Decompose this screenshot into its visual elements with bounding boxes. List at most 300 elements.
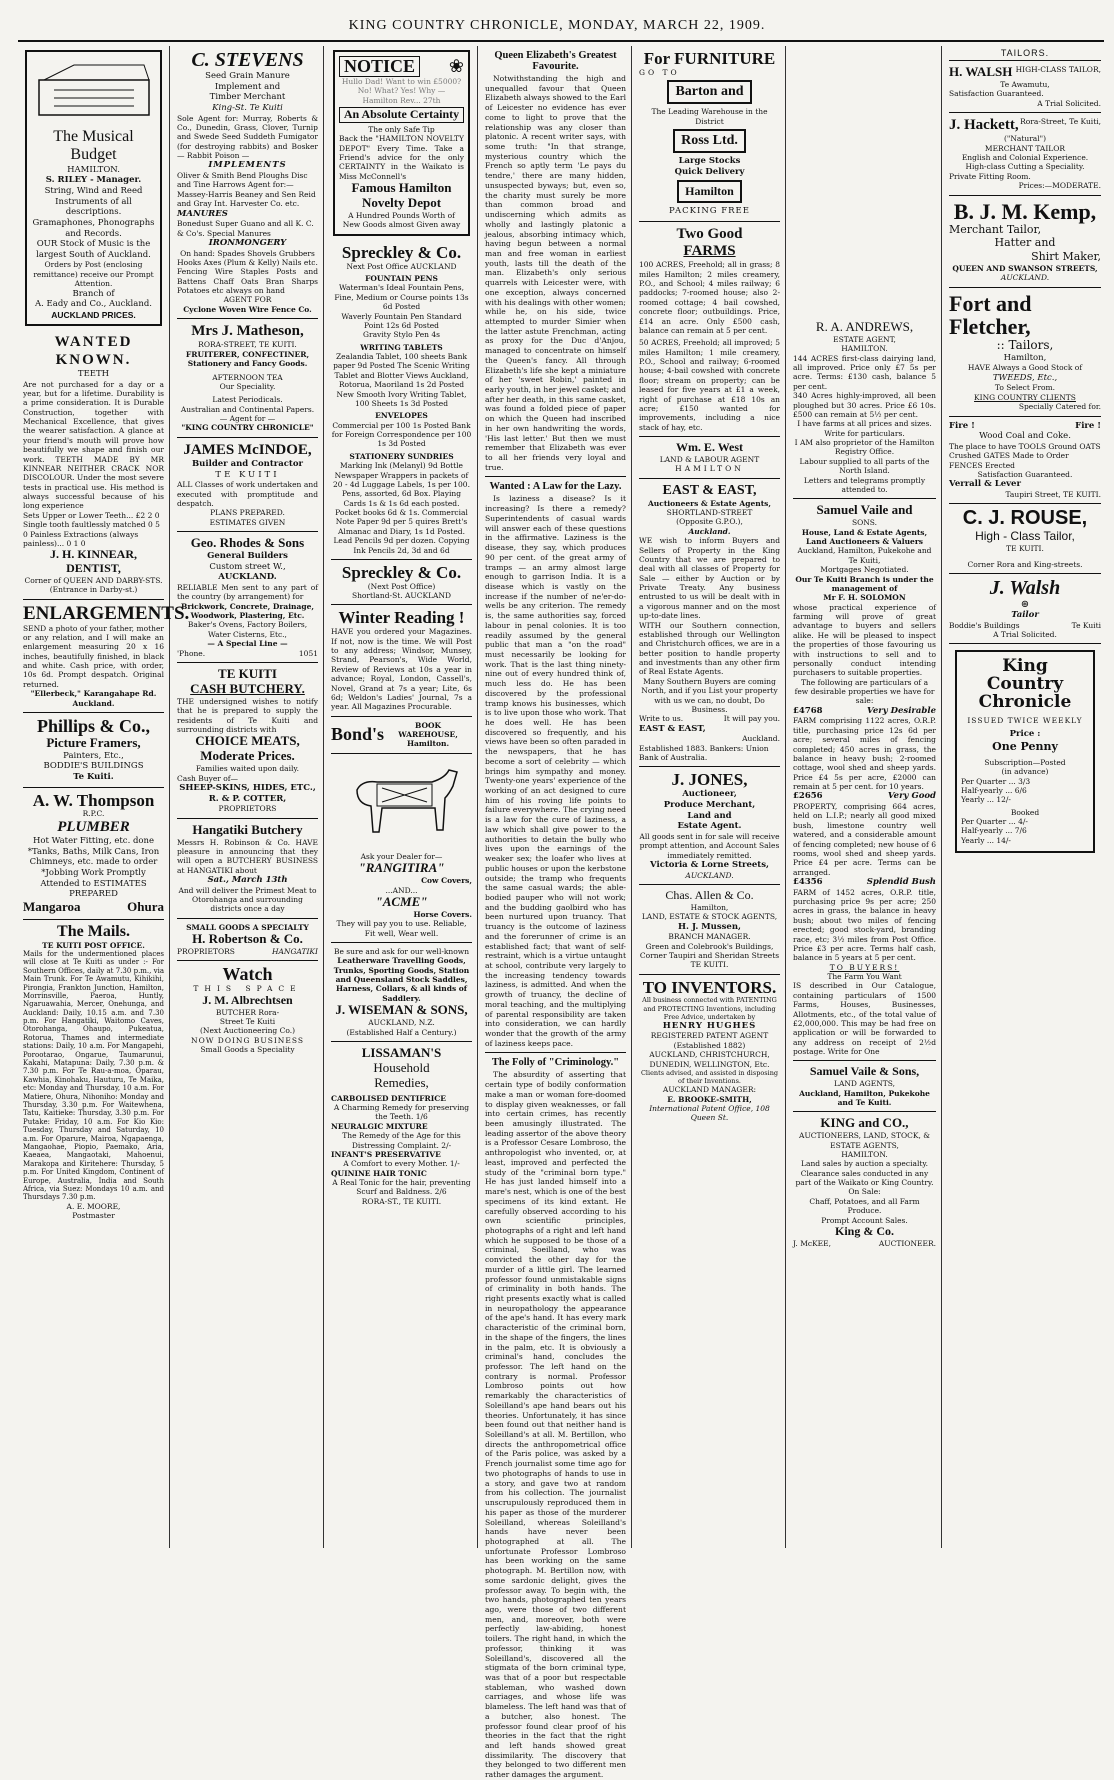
stevens-l3: Timber Merchant	[209, 92, 286, 103]
masthead-rule	[18, 40, 1104, 42]
kemp-l3: Shirt Maker,	[1031, 250, 1101, 264]
matheson-tea2: Our Speciality.	[219, 381, 276, 391]
column-3	[326, 46, 478, 1548]
verrall-lever-ad	[949, 417, 1101, 505]
enlargements-title: ENLARGEMENTS.	[23, 602, 190, 624]
inventors-title: TO INVENTORS.	[642, 977, 777, 997]
robertson-town: HANGATIKI	[271, 947, 318, 957]
chronicle-subscription-box	[955, 650, 1095, 853]
dentist-body: Are not purchased for a day or a year, but for a lifetime. Durability is a prime consideration. It is Durable Construction, together with Mechanical Excellence, that gives the wearer satisfaction. A glance at your friend's mouth will prove how beautifully we shape and finish our work. TEETH MADE BY MR KINNEAR NEITHER CRACK NOR DISCOLOUR. Under the most severe tests in practical use. His method is always successful because of his long experience	[23, 379, 164, 511]
butchery-buyer: Cash Buyer of—	[177, 773, 239, 783]
inventors-mgr2: E. BROOKE-SMITH,	[667, 1094, 752, 1104]
verrall-name: Verrall & Lever	[949, 479, 1021, 490]
lissaman-sub: Household	[373, 1059, 430, 1075]
east-write: Write to us.	[639, 714, 684, 724]
stevens-agent: AGENT FOR	[223, 295, 272, 305]
king-sub: AUCTIONEERS, LAND, STOCK, & ESTATE AGENTS,	[799, 1131, 930, 1150]
kemp-l5: AUCKLAND.	[1000, 273, 1050, 283]
notice-body3: A Hundred Pounds Worth of New Goods almost Given away	[342, 211, 461, 230]
envelopes-body: Commercial per 100 1s Posted Bank for Foreign Correspondence per 100 1s 3d Posted	[331, 420, 472, 449]
emblem-icon: ⊛	[1020, 599, 1030, 611]
walsh2-trial: A Trial Solicited.	[993, 630, 1057, 640]
article-3-title: The Folly of "Criminology."	[491, 1057, 620, 1069]
thompson-sup: R.P.C.	[82, 809, 105, 819]
hangatiki-body2: And will deliver the Primest Meat to Otorohanga and surrounding districts once a day	[178, 885, 317, 914]
king-l3: On Sale:	[848, 1187, 881, 1197]
allen-town2: TE KUITI.	[690, 960, 729, 970]
rouse-name: C. J. ROUSE,	[962, 507, 1088, 530]
thompson-ad	[23, 788, 164, 920]
jones-town: AUCKLAND.	[685, 870, 734, 880]
walsh2-role: Tailor	[1011, 610, 1039, 621]
andrews-body: I have farms at all prices and sizes. Write for particulars.	[797, 419, 932, 438]
king-town: HAMILTON.	[841, 1149, 888, 1159]
walsh1-role: HIGH-CLASS TAILOR,	[1015, 65, 1101, 74]
inventors-name: HENRY HUGHES	[662, 1020, 757, 1031]
jones-title: J. JONES,	[671, 770, 748, 790]
albrechtsen-l3: (Next Auctioneering Co.)	[199, 1026, 296, 1036]
musical-budget-city: HAMILTON.	[67, 164, 120, 175]
winter-body: HAVE you ordered your Magazines. If not, now is the time. We will Post to any address; Windsor, Munsey, Strand, Pearson's, Wide World, Review of Reviews at 10s a year in advance; Royal, London, Cassell's, Novel, Grand at 7s a year; Lite, 6s 6d; Weldon's Ladies' Journal, 7s a year. All Magazines Procurable.	[331, 627, 472, 712]
spreckley-ad-1	[331, 240, 472, 560]
inventors-body: All business connected with PATENTING and PROTECTING Inventions, including Free Advice, undertaken by	[642, 996, 777, 1021]
mcindoe-town: TE KUITI	[215, 469, 280, 480]
spreckley-next-1: Next Post Office AUCKLAND	[346, 261, 457, 271]
furniture-packing: PACKING FREE	[669, 206, 750, 217]
property-2-title: Very Good	[887, 791, 936, 802]
walsh1-sat: Satisfaction Guaranteed.	[949, 89, 1044, 99]
inventors-mgr: AUCKLAND MANAGER:	[662, 1085, 757, 1095]
furniture-leading: The Leading Warehouse in the District	[651, 107, 768, 126]
vaile-body2: The following are particulars of a few desirable properties we have for sale:	[794, 677, 935, 706]
west-sub: LAND & LABOUR AGENT	[659, 454, 760, 464]
walsh2-name: J. Walsh	[989, 577, 1061, 600]
butchery-title2: CASH BUTCHERY.	[190, 680, 305, 696]
phillips-sub: Picture Framers,	[46, 734, 141, 750]
farms-title: Two Good	[676, 225, 743, 242]
king-co-ad	[793, 1112, 936, 1252]
rhodes-title: Geo. Rhodes & Sons	[190, 535, 305, 551]
property-3-title: Splendid Bush	[866, 877, 936, 887]
walsh2-addr: Boddie's Buildings	[949, 620, 1020, 630]
vaile-title: Samuel Vaile and	[816, 502, 913, 518]
thompson-body: Hot Water Fitting, etc. done *Tanks, Baths, Milk Cans, Iron Chimneys, etc. made to order *Jobbing Work Promptly Attended to ESTIMATES PREPARED	[27, 836, 160, 900]
lissaman-sub2: Remedies,	[374, 1074, 429, 1090]
walsh1-name: H. WALSH	[949, 64, 1013, 79]
tablets-body: Zealandia Tablet, 100 sheets Bank paper 9d Posted The Scenic Writing Tablet and Blotter Views Auckland, Rotorua, Maoriland 1s 2d Posted New Smooth Ivory Writing Tablet, 100 Sheets 1s 3d Posted	[333, 352, 470, 408]
butchery-prices: Moderate Prices.	[200, 748, 295, 764]
matheson-tea: AFTERNOON TEA	[212, 372, 283, 382]
hackett-l3: Private Fitting Room.	[949, 171, 1031, 181]
kcc-sub: Subscription—Posted	[984, 757, 1066, 767]
vaile-sub: House, Land & Estate Agents,	[801, 527, 928, 537]
king-l5: Prompt Account Sales.	[821, 1215, 908, 1225]
thompson-title: A. W. Thompson	[32, 790, 155, 810]
article-1-body: Notwithstanding the high and unequalled favour that Queen Elizabeth always showed to the Earl of Leicester no evidence has ever come to light to prove that the relationship was any closer than platonic. A recent writer says, with some truth: "In that strange, mysterious country which the French so aptly term 'Le pays du tendre,' there are many hidden, unsuspected byways; but, even so, the charity must surely be more than common broad and undiscerning which admits as wholly and lastingly platonic a jealous, absorbing intimacy which, having begun between a normal man and free woman in earliest youth, lasts till the death of the man. Elizabeth's only serious quarrels with Leicester were, with one exception, always concerned with his dealings with other women; while he, on his side, twice attempted to murder Simier when the latter astute Frenchman, acting as proxy for the Duc d'Anjou, managed to concentrate on himself the Queen's fancy. All through Elizabeth's life she kept a miniature of her 'sweet Robin,' painted in early youth, in her jewel casket; and after her death, in this same casket, was found a folded piece of paper on which the Queen had inscribed in her own handwriting the words, 'His last letter.' But then we must remember that Elizabeth was ever to all her friends very loyal and true.	[485, 74, 626, 472]
mails-title: The Mails.	[57, 922, 130, 940]
mcindoe-plans: PLANS PREPARED.	[210, 508, 285, 518]
masthead: KING COUNTRY CHRONICLE, MONDAY, MARCH 22, 1909.	[348, 18, 766, 33]
column-5	[634, 46, 786, 1548]
vaile-ad	[793, 499, 936, 1061]
walsh-awamutu-ad	[949, 61, 1101, 113]
mails-notice	[23, 920, 164, 1225]
kcc-r3: Yearly ... 12/-	[961, 795, 1011, 805]
king-l2: Clearance sales conducted in any part of the Waikato or King Country.	[795, 1168, 934, 1188]
mails-role: Postmaster	[72, 1211, 115, 1221]
kcc-issued: ISSUED TWICE WEEKLY	[967, 716, 1083, 725]
vaile-farm: The Farm You Want	[827, 972, 902, 981]
matheson-agent: — Agent for —	[219, 414, 276, 423]
property-1-title: Very Desirable	[867, 705, 936, 716]
watch-title: Watch	[222, 964, 273, 985]
hackett-l4: Prices:—MODERATE.	[1018, 181, 1101, 191]
jones-l4: Estate Agent.	[677, 821, 742, 832]
fort-body: HAVE Always a Good Stock of	[967, 363, 1083, 373]
fire-sub: Wood Coal and Coke.	[979, 431, 1071, 442]
wiseman-goods: Leatherware Travelling Goods, Trunks, Sporting Goods, Station and Queensland Stock Saddles, Harness, Collars, & all kinds of Saddlery.	[333, 956, 470, 1003]
rhodes-ad	[177, 532, 318, 663]
barton-box: Barton and	[667, 80, 751, 104]
east-street: SHORTLAND-STREET	[666, 508, 753, 518]
andrews-title: R. A. ANDREWS,	[815, 319, 914, 334]
musical-budget-manager: S. RILEY - Manager.	[45, 175, 142, 186]
mails-signature: A. E. MOORE,	[66, 1201, 121, 1211]
fort-catered: Specially Catered for.	[1018, 402, 1101, 412]
stevens-agent2: Cyclone Woven Wire Fence Co.	[183, 304, 312, 314]
neuralgic: NEURALGIC MIXTURE	[331, 1121, 428, 1131]
hangatiki-ad	[177, 819, 318, 919]
dentifrice-body: A Charming Remedy for preserving the Teeth. 1/6	[333, 1103, 470, 1122]
furniture-title: For FURNITURE	[643, 49, 776, 68]
vaile-sons: SONS.	[851, 518, 878, 528]
article-1-title: Queen Elizabeth's Greatest Favourite.	[494, 50, 617, 72]
gravity: Gravity Stylo Pen 4s	[363, 330, 440, 340]
waverly: Waverly Fountain Pen Standard Point 12s 6d Posted	[341, 311, 462, 330]
east-opp: (Opposite G.P.O.),	[676, 517, 743, 527]
west-title: Wm. E. West	[675, 440, 744, 455]
wanted-known-title: WANTED KNOWN.	[54, 334, 133, 368]
rhodes-body: RELIABLE Men sent to any part of the country (by arrangement) for	[177, 582, 318, 602]
fort-fletcher-ad	[949, 288, 1101, 417]
kcc-r4: Per Quarter ... 4/-	[961, 817, 1028, 826]
winter-reading-ad	[331, 605, 472, 716]
vaile-sub2: Land Auctioneers & Valuers	[806, 537, 923, 546]
spreckley-title-1: Spreckley & Co.	[341, 242, 462, 262]
article-2-body: Is laziness a disease? Is it increasing? Is there a remedy? Superintendents of casual wards will answer each of these questions in the affirmative. Laziness is the disease, they say, which produces 90 per cent. of the great army of tramps — an army almost large enough to garrison India. It is a disease which is vastly on the increase if the number of ne'er-do-wells be any criterion. The remedy is, the same authorities say, forced labour in penal colonies. It is too readily assumed by the general public that man a "on the road" must necessarily be looking for work. That is the last thing ninety-nine out of every hundred think of, much less do. He has been discovered by the professional tramp knows his businesses, which is to live upon those who work. That he does well. He has been discovered so frequently, and his views have been so often paraded in the newspapers, that he has become a sort of celebrity — which brings him sympathy and money. Twenty-one years' experience of the working of an act designed to cure him of his roving life points to failure everywhere. The crying need is a law for the cure of laziness, a law which shall give power to the authorities to detain the bully who lives upon the earnings of the weaker sex; the loafer who lives at public houses or upon the kerbstone outside; the tramp who frequents the same casual wards; the able-bodied pauper who will not work; and the budding gaolbird who has been nurtured upon truancy. That truancy is the outcome of laziness and the forerunner of crime is an established fact; that want of self-restraint, which is a virtue untaught at school, contribute very largely to the increasing tendency towards laziness, is admitted. And when the growth of truancy, the decline of moral teaching, and the multiplying of parental responsibility are taken into consideration, we can hardly wonder that the growth of the army of laziness keeps pace.	[485, 494, 626, 1048]
allen-address: Green and Colebrook's Buildings, Corner Taupiri and Sheridan Streets	[639, 941, 780, 960]
implements-heading: IMPLEMENTS	[208, 160, 287, 171]
lissaman-title: LISSAMAN'S	[361, 1044, 442, 1060]
vaile-body: whose practical experience of farming will prove of great advantage to buyers and sellers alike. He will be pleased to inspect the properties of those favouring us with instructions to sell and to personally conduct intending purchasers to suitable properties.	[793, 602, 936, 678]
jones-l3: Land and	[687, 810, 732, 821]
andrews-body3: Labour supplied to all parts of the North Island.	[799, 456, 930, 476]
butchery-daily: Families waited upon daily.	[195, 764, 300, 774]
east-body2: WITH our Southern connection, established through our Wellington and Christchurch offices, we are in a better position to handle property and investments than any other firm of Real Estate Agents.	[639, 620, 780, 677]
lissaman-address: RORA-ST., TE KUITI.	[361, 1196, 442, 1206]
property-2-price: £2656	[793, 791, 823, 802]
bonds-ad	[331, 717, 472, 754]
butchery-title: TE KUITI	[218, 665, 277, 681]
hangatiki-title: Hangatiki Butchery	[192, 821, 303, 837]
king-manager: J. McKEE,	[793, 1238, 832, 1248]
butchery-owners: R. & P. COTTER,	[208, 793, 287, 804]
wiseman-call: Be sure and ask for our well-known	[333, 946, 470, 956]
east-body: WE wish to inform Buyers and Sellers of Property in the King Country that we are prepared to deal with all classes of Property for Sale — either by Auction or by Private Treaty. Any business entrusted to us will be dealt with in a vigorous manner and on the most up-to-date lines.	[639, 536, 780, 621]
kcc-r6: Yearly ... 14/-	[961, 835, 1011, 845]
butchery-skins: SHEEP-SKINS, HIDES, ETC.,	[179, 782, 316, 793]
inventors-body2: Clients advised, and assisted in disposing of their Inventions.	[640, 1068, 779, 1086]
rhodes-line: — A Special Line —	[207, 639, 288, 649]
stevens-l2: Implement and	[214, 81, 281, 92]
dentist-prices: Sets Upper or Lower Teeth... £2 2 0 Single tooth faultlessly matched 0 5 0 Painless Extractions (always painless)... 0 1 0	[23, 510, 160, 548]
king-l4: Chaff, Potatoes, and all Farm Produce.	[809, 1196, 920, 1216]
inventors-est: (Established 1882)	[673, 1040, 746, 1050]
albrechtsen-l2: Street Te Kuiti	[219, 1016, 276, 1026]
matheson-periodicals2: Australian and Continental Papers.	[180, 404, 315, 414]
fire-sat: Satisfaction Guaranteed.	[977, 469, 1073, 479]
enlargements-ad	[23, 600, 190, 713]
musical-budget-ad	[25, 50, 162, 326]
notice-body: Hullo Dad! Want to win £5000? No! What? Yes! Why — Hamilton Rev... 27th	[341, 77, 462, 105]
fort-tweeds: TWEEDS, Etc.,	[992, 372, 1058, 383]
stevens-ad	[177, 46, 318, 319]
butchery-choice: CHOICE MEATS,	[195, 733, 300, 749]
east-sub: Auctioneers & Estate Agents,	[647, 498, 771, 508]
andrews-a2: 340 Acres highly-improved, all been ploughed but 30 acres. Price £6 10s. £500 can remain at 5½ per cent.	[793, 391, 936, 419]
matheson-periodicals: Latest Periodicals.	[212, 395, 283, 405]
fort-clients: KING COUNTRY CLIENTS	[974, 392, 1076, 402]
covered-cow-illustration	[337, 760, 467, 850]
allen-ad	[639, 885, 780, 975]
rangitira-and: ...AND...	[385, 885, 418, 895]
manures-heading: MANURES	[177, 208, 228, 219]
musical-budget-line4: OUR Stock of Music is the largest South of Auckland.	[36, 239, 151, 260]
hangatiki-body: Messrs H. Robinson & Co. HAVE pleasure in announcing that they will open a BUTCHERY BUSINESS at HANGATIKI about	[177, 837, 318, 875]
robertson-props: PROPRIETORS	[177, 947, 235, 957]
rhodes-sub: General Builders	[207, 551, 288, 562]
albrechtsen-foot: NOW DOING BUSINESS	[191, 1035, 304, 1045]
butchery-body: THE undersigned wishes to notify that he is prepared to supply the residents of Te Kuiti and surrounding districts with	[177, 696, 318, 734]
jones-l1: Auctioneer,	[682, 789, 737, 800]
east-title: EAST & EAST,	[662, 482, 757, 498]
phillips-title: Phillips & Co.,	[36, 715, 151, 736]
musical-budget-title: The Musical Budget	[53, 128, 134, 164]
vaile-branch: Our Te Kuiti Branch is under the management of	[795, 574, 934, 593]
fire-2: Fire !	[1075, 420, 1101, 431]
west-town: HAMILTON	[675, 464, 744, 474]
east-town: Auckland.	[688, 526, 731, 536]
stevens-body: Sole Agent for: Murray, Roberts & Co., Dunedin, Grass, Clover, Turnip and Swede Seed Suddeth Fumigator (for destroying rabbits) and Bosker — Rabbit Poison —	[177, 113, 318, 160]
fort-name: Fort and	[949, 290, 1032, 316]
musical-budget-line3: Gramaphones, Phonographs and Records.	[32, 217, 155, 239]
rhodes-address: Custom street W.,	[209, 561, 286, 572]
notice-tip: The only Safe Tip	[368, 124, 435, 134]
farm-1: 100 ACRES, Freehold; all in grass; 8 miles Hamilton; 2 miles creamery, P.O., and School; 4 miles railway; 6 paddocks; 7-roomed house; also 2-roomed cottage; 4 bail cowshed, concrete floor; outbuildings. Price, £14 an acre. Only £500 cash, balance can remain at 5 per cent.	[639, 260, 780, 335]
notice-body2: Back the "HAMILTON NOVELTY DEPOT" Every Time. Take a Friend's advice for the only CERTAINTY in the Waikato is Miss McConnell's	[339, 134, 464, 181]
andrews-sub: ESTATE AGENT,	[833, 334, 896, 344]
butchery-proprietors: PROPRIETORS	[218, 804, 277, 814]
hackett-addr: Rora-Street, Te Kuiti,	[1020, 117, 1101, 127]
rouse-corner: Corner Rora and King-streets.	[967, 559, 1083, 569]
kcc-r1: Per Quarter ... 3/3	[961, 776, 1031, 786]
matheson-title: Mrs J. Matheson,	[191, 323, 304, 340]
kemp-l2: Hatter and	[994, 236, 1056, 250]
property-3-price: £4356	[793, 877, 823, 887]
musical-budget-branch2: A. Eady and Co., Auckland.	[35, 299, 152, 310]
property-1-body: FARM comprising 1122 acres, O.R.P. title, purchasing price 12s 6d per acre; several miles of fencing completed; 450 acres in grass, the balance in heavy bush; 2-roomed cottage, wool shed and sheep yards. Price £4 5s per acre, £2000 can remain at 5 per cent. for 10 years.	[793, 716, 936, 791]
column-7	[944, 46, 1106, 1548]
tailors-header: TAILORS.	[949, 46, 1101, 61]
thompson-role: PLUMBER	[57, 818, 130, 835]
implements-body: Oliver & Smith Bend Ploughs Disc and Tine Harrows Agent for:—Massey-Harris Beaney and Sen Reid and Gray Int. Harvester Co. etc.	[177, 171, 316, 209]
column-1	[18, 46, 190, 1548]
hamilton-box: Hamilton	[677, 180, 742, 203]
spreckley-street-2: Shortland-St. AUCKLAND	[351, 591, 452, 601]
wiseman-ad	[331, 943, 472, 1042]
neuralgic-body: The Remedy of the Age for this Distressing Complaint. 2/-	[342, 1131, 461, 1150]
kemp-name: B. J. M. Kemp,	[953, 198, 1097, 224]
quinine-body: A Real Tonic for the hair, preventing Scurf and Baldness. 2/6	[332, 1178, 471, 1197]
matheson-address: RORA-STREET, TE KUITI.	[198, 340, 297, 350]
manures-body: Bonedust Super Guano and all K. C. & Co's. Special Manures	[177, 219, 314, 238]
phillips-town: Te Kuiti.	[73, 772, 114, 783]
east-sig2: Auckland.	[742, 734, 780, 744]
vaile2-town2: and Te Kuiti.	[837, 1097, 892, 1107]
rouse-ad	[949, 504, 1101, 574]
stevens-l1: Seed Grain Manure	[205, 71, 290, 81]
article-divider	[485, 476, 626, 477]
musical-budget-branch: Branch of	[72, 288, 115, 299]
fencing-body: Fencing Wire Staples Posts and Battens Chaff Oats Bran Sharps Potatoes etc always on hand	[177, 267, 318, 295]
spreckley-title-2: Spreckley & Co.	[341, 562, 462, 582]
dentist-name: J. H. KINNEAR, DENTIST,	[49, 547, 137, 576]
allen-name: H. J. Mussen,	[678, 921, 741, 932]
walsh2-town: Te Kuiti	[1071, 620, 1101, 630]
walsh1-trial: A Trial Solicited.	[1037, 98, 1101, 108]
jones-ad	[639, 767, 780, 884]
hackett-l1: English and Colonial Experience.	[961, 153, 1089, 163]
king-role: AUCTIONEER.	[878, 1238, 936, 1248]
matheson-agent2: "KING COUNTRY CHRONICLE"	[181, 423, 314, 433]
wiseman-est: (Established Half a Century.)	[346, 1027, 457, 1037]
rhodes-town: AUCKLAND.	[218, 572, 277, 583]
allen-title: Chas. Allen & Co.	[665, 887, 754, 902]
fire-body: The place to have TOOLS Ground OATS Crushed GATES Made to Order FENCES Erected	[949, 441, 1101, 470]
kcc-adv: (in advance)	[1001, 767, 1049, 777]
kcc-penny: One Penny	[992, 740, 1058, 753]
property-2-body: PROPERTY, comprising 664 acres, held on L.I.P.; nearly all good mixed bush, limestone country well watered, and a considerable amount of fencing completed; new house of 6 rooms, wool shed and sheep yards. Price £4 per acre. Terms can be arranged.	[793, 802, 936, 877]
bonds-sub: BOOK WAREHOUSE,	[398, 720, 458, 740]
novelty-depot-ad	[333, 50, 470, 236]
vaile2-towns: Auckland, Hamilton, Pukekohe	[799, 1088, 930, 1098]
kcc-t2: Country	[986, 674, 1064, 695]
albrechtsen-ad	[177, 961, 318, 1058]
phillips-address: BODDIE'S BUILDINGS	[43, 761, 144, 772]
albrechtsen-foot2: Small Goods a Speciality	[200, 1045, 295, 1054]
gramophone-illustration	[34, 60, 154, 120]
ironmongery-body: On hand: Spades Shovels Grubbers Hooks Axes (Plum & Kelly) Nails etc.	[177, 248, 318, 267]
allen-town: Hamilton,	[690, 902, 729, 912]
rangitira-pay: They will pay you to use. Reliable, Fit well, Wear well.	[336, 919, 467, 938]
teeth-heading: TEETH	[77, 368, 110, 379]
albrechtsen-l1: BUTCHER Rora-	[215, 1007, 280, 1017]
andrews-body2: I AM also proprietor of the Hamilton Registry Office.	[794, 438, 935, 457]
bonds-title: Bond's	[331, 724, 385, 745]
bonds-town: Hamilton.	[406, 739, 450, 749]
vaile-buyers: TO BUYERS!	[829, 962, 900, 972]
spreckley-ad-2	[331, 560, 472, 606]
fort-l2: Hamilton,	[1003, 352, 1047, 363]
wiseman-town: AUCKLAND, N.Z.	[368, 1018, 435, 1028]
thompson-foot1: Mangaroa	[23, 898, 81, 914]
musical-budget-line5: Orders by Post (enclosing remittance) receive our Prompt Attention.	[33, 260, 154, 289]
kcc-r2: Half-yearly ... 6/6	[961, 785, 1027, 795]
vaile-body3: IS described in Our Catalogue, containing particulars of 1500 Farms, Houses, Businesses, Allotments, etc., of the total value of £2,000,000. This may be had free on application or will be forwarded to any address on receipt of 2½d postage. Write for One	[793, 981, 936, 1056]
fort-select: To Select From.	[994, 383, 1056, 393]
winter-title: Winter Reading !	[338, 608, 465, 628]
notice-famous: Famous Hamilton Novelty Depot	[351, 180, 452, 211]
hackett-role2: MERCHANT TAILOR	[984, 143, 1066, 153]
rangitira-ad	[331, 754, 472, 943]
east-sig: EAST & EAST,	[639, 723, 706, 734]
jones-address: Victoria & Lorne Streets,	[650, 859, 769, 870]
property-1-price: £4768	[793, 705, 823, 716]
musical-budget-line2: Instruments of all descriptions.	[55, 196, 132, 218]
tablets-heading: WRITING TABLETS	[360, 342, 443, 352]
lissaman-ad	[331, 1042, 472, 1210]
vaile2-sub: LAND AGENTS,	[833, 1079, 896, 1089]
stevens-title: C. STEVENS	[191, 49, 304, 71]
kcc-r5: Half-yearly ... 7/6	[961, 826, 1027, 836]
stationery-heading: STATIONERY SUNDRIES	[349, 451, 454, 461]
vaile2-title: Samuel Vaile & Sons,	[809, 1064, 920, 1079]
ross-box: Ross Ltd.	[673, 129, 746, 153]
mails-sub: TE KUITI POST OFFICE.	[42, 940, 145, 950]
enlargements-body: SEND a photo of your father, mother or any relation, and I will make an enlargement measuring 20 x 16 inches, beautifully finished, in black and white. Cash price, with order, 10s 6d. Prompt despatch. Original returned.	[23, 623, 164, 689]
hackett-ad	[949, 113, 1101, 196]
king-sig: King & Co.	[834, 1223, 894, 1238]
rhodes-spec: Brickwork, Concrete, Drainage, Woodwork, Plastering, Etc.	[180, 601, 314, 621]
allen-sub: LAND, ESTATE & STOCK AGENTS,	[641, 912, 778, 922]
thompson-foot2: Ohura	[127, 898, 164, 914]
matheson-l2: Stationery and Fancy Goods.	[187, 359, 308, 369]
envelopes-heading: ENVELOPES	[375, 411, 428, 421]
rouse-town: TE KUITI.	[1006, 544, 1044, 554]
furniture-large: Large Stocks	[678, 155, 741, 166]
vaile-mortgages: Mortgages Negotiated.	[820, 565, 909, 575]
kemp-l4: QUEEN AND SWANSON STREETS,	[952, 263, 1098, 273]
dentist-ad	[23, 330, 164, 599]
vaile-manager: Mr F. H. SOLOMON	[823, 593, 906, 603]
hackett-role: ("Natural")	[1003, 134, 1047, 144]
pens-body: Waterman's Ideal Fountain Pens, Fine, Medium or Course points 13s 6d Posted	[334, 283, 469, 312]
ironmongery-heading: IRONMONGERY	[208, 237, 287, 248]
infant-body: A Comfort to every Mother. 1/-	[343, 1159, 460, 1169]
mails-body: Mails for the undermentioned places will close at Te Kuiti as under :- For Southern Offices, daily at 7.30 p.m., via Main Trunk. For Te Awamutu, Kihikihi, Pirongia, Frankton Junction, Hamilton, Morrinsville, Paeroa, Huntly, Ngaruawahia, Mercer, Onehunga, and Auckland: Daily, 10.15 a.m. and 7.30 p.m. For Hangatiki, Waitomo Caves, Otorohanga, Ohaupo, Pukeatua, Rotorua, Thames and intermediate stations: Daily, 10 a.m. For Mangapehi, Porootarao, Ongarue, Taumarunui, Kakahi, Matapuna: Daily, 7.30 p.m. & 7.30 p.m. For Te Rau-a-moa, Oparau, Kawhia, Kinohaku, Hauturu, Te Maika, etc: Monday and Thursday, 10 a.m. For Matiere, Ohura, Nihoniho: Monday and Thursday, 3.30 p.m. For Waitewhena, Tatu, Kaitieke: Thursday, 3.30 p.m. For Putake: Friday, 10 a.m. For Kio Kio: Tuesday, Thursday and Saturday, 10 a.m. For Oparure, Mairoa, Ngapaenga, Mangaohae, Piopio, Paemako, Aria, Kaeaea, Mangaotaki, Mahoenui, Marakopa and Kiritehere: Thursday, 5 p.m. For United Kingdom, Continent of Europe, Australia, India and South Africa, via Suez: Mondays 10 a.m. and Thursdays 7.30 p.m.	[23, 949, 164, 1202]
walsh-kuiti-ad	[949, 574, 1101, 644]
mcindoe-title: JAMES McINDOE,	[183, 441, 312, 458]
farm-2: 50 ACRES, Freehold; all improved; 5 miles Hamilton; 1 mile creamery, P.O., School and railway; 6-roomed house; 4-bail cowshed with concrete floor; stream on property; can be leased for five years at £1 a week, right of purchase at £18 10s an acre; £150 wanted for improvements, including a nice stack of hay, etc.	[639, 338, 780, 432]
robertson-name: H. Robertson & Co.	[192, 931, 303, 947]
mcindoe-estimates: ESTIMATES GIVEN	[209, 517, 286, 527]
kemp-ad	[949, 196, 1101, 288]
column-2	[172, 46, 324, 1548]
inventors-office: International Patent Office, 108 Queen St.	[649, 1103, 770, 1123]
kcc-t1: King	[1002, 656, 1048, 677]
rhodes-phone-label: 'Phone.	[177, 648, 206, 658]
article-3-body: The absurdity of asserting that certain type of bodily conformation make a man or woman fore-doomed to display given weaknesses, or fall into certain crimes, has recently been amusingly illustrated. The leading assertor of the above theory is a Professor Cesare Lombroso, the anthropologist who invented, or, at least, improved and perfected the study of the "criminal born type." He has just landed himself into a mare's nest, which is one of the best specimens of its kind extant. He carefully observed according to his own scientific principles, photographs of a right and left hand which he supposed to be those of a criminal, Soeilland, who was convicted the other day for the murder of a little girl. The learned professor found unmistakable signs of criminality in both hands. The right presents exactly what is called in neuropathology the appearance of the ape's hand. It has every mark characteristic of the criminal born, in the shape of the fingers, the lines in the palm, etc. It is obviously a criminal's hand, concludes the professor. The left hand on the contrary is normal. Professor Lombroso points out how remarkably the characteristics of Soleilland's ape hand bears out his theories. Unfortunately, it has since been found out that neither hand is Soleilland's at all. M. Bertillon, who directs the anthropometrical office of the Paris police, was asked by a French journalist some time ago for two photographs of hands to use in a story, and gave two at random from his collection. The journalist unscrupulously reproduced them in his paper as those of the murderer Soleilland, whereas Soleilland's hands have never been photographed at all. The unfortunate Professor Lombroso has been working on the same photograph. M. Bertillon now, with some sardonic delight, gives the professor away. To begin with, the two hands, photographed ten years ago, were those of two different men, and, moreover, both were perfectly law-abiding, honest toilers. The right hand, in which the professor, thinking it was Soleilland's, discovered all the stigmata of the born criminal type, was that of a poor but respectable stableman, who washed down carriages, and whose life was blameless. The left hand was that of a butcher, also honest. The professor found clear proof of his theories in the fact that the right and left hands showed great dissimilarity. The discovery that they belonged to two different men rather damages the argument.	[485, 1070, 626, 1780]
